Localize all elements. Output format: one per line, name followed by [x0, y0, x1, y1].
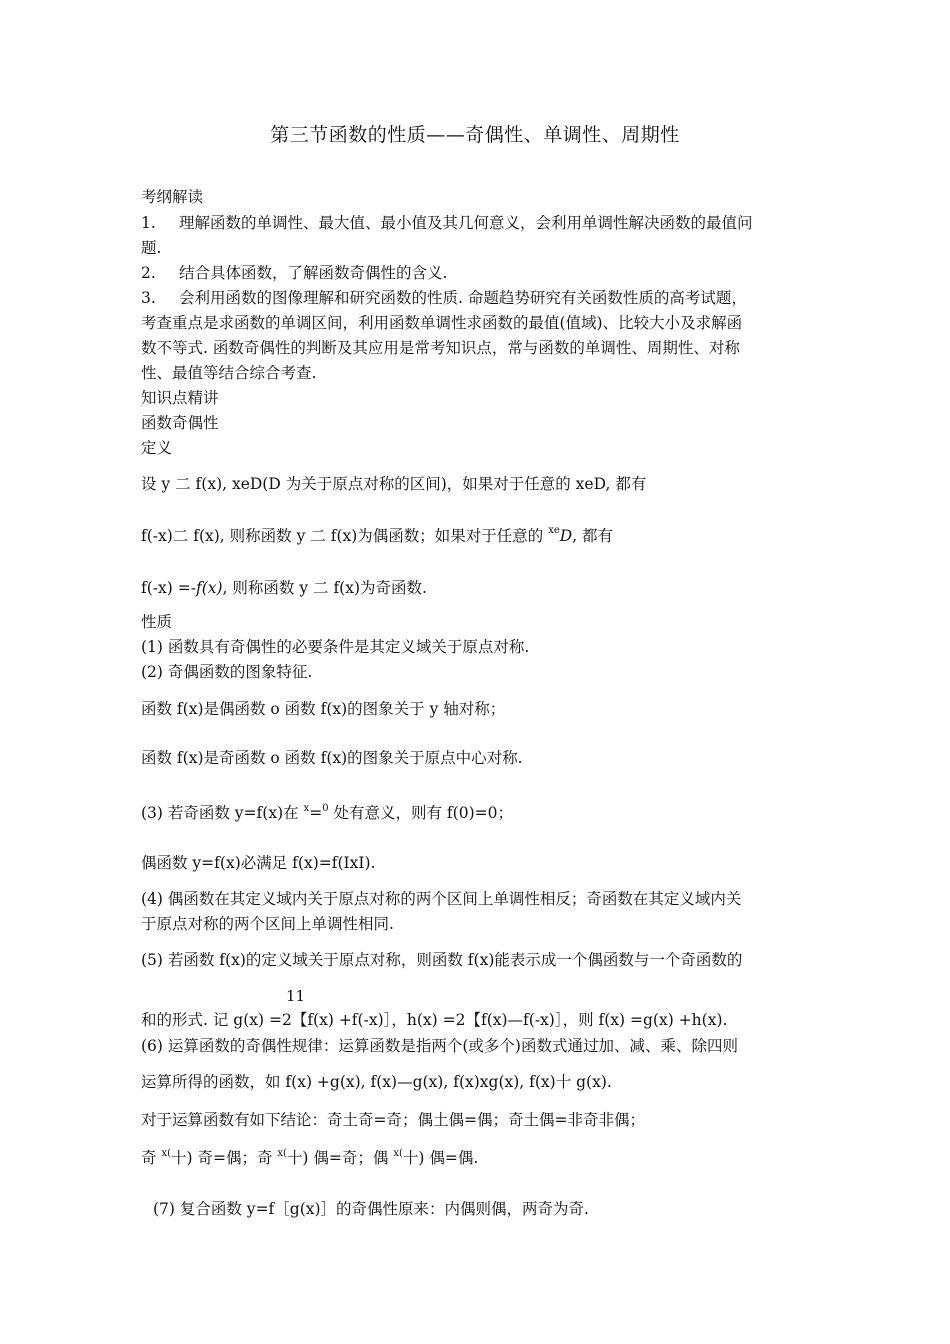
- fraction-numerators: 11: [286, 987, 306, 1005]
- page-title: 第三节函数的性质——奇偶性、单调性、周期性: [270, 124, 680, 146]
- definition-line-2: [141, 524, 811, 551]
- italic-symbol: D: [559, 527, 573, 545]
- property-6-line-1: (6) 运算函数的奇偶性规律：运算函数是指两个(或多个)函数式通过加、减、乘、除四则: [141, 1037, 738, 1055]
- outline-item-text: 会利用函数的图像理解和研究函数的性质. 命题趋势研究有关函数性质的高考试题，: [179, 289, 747, 307]
- definition-text: , 则称函数 y 二 f(x)为奇函数.: [222, 579, 427, 597]
- property-2-even: 函数 f(x)是偶函数 o 函数 f(x)的图象关于 y 轴对称；: [141, 700, 506, 718]
- definition-line-1: 设 y 二 f(x), xeD(D 为关于原点对称的区间)，如果对于任意的 xeD, 都有: [141, 475, 647, 493]
- outline-heading: 考纲解读: [141, 188, 204, 206]
- outline-item-number: 1.: [141, 214, 156, 232]
- superscript: x(: [393, 1148, 403, 1159]
- outline-item-2: [141, 261, 811, 285]
- property-4-line-1: (4) 偶函数在其定义域内关于原点对称的两个区间上单调性相反；奇函数在其定义域内关: [141, 890, 742, 908]
- property-1: (1) 函数具有奇偶性的必要条件是其定义域关于原点对称.: [141, 638, 530, 656]
- property-3: [141, 801, 811, 828]
- property-text: =: [309, 804, 323, 822]
- superscript: 0: [322, 803, 329, 814]
- outline-item-3-line-3: 数不等式. 函数奇偶性的判断及其应用是常考知识点，常与函数的单调性、周期性、对称: [141, 339, 740, 357]
- definition-text: , 都有: [572, 527, 614, 545]
- property-text: 十) 偶=偶.: [402, 1149, 479, 1167]
- property-2: (2) 奇偶函数的图象特征.: [141, 663, 313, 681]
- properties-heading: 性质: [141, 613, 173, 631]
- outline-item-3-line-4: 性、最值等结合综合考查.: [141, 364, 317, 382]
- outline-item-1-line-2: 题.: [141, 239, 162, 257]
- outline-item-number: 3.: [141, 289, 156, 307]
- property-text: 十) 奇=偶；奇: [170, 1149, 278, 1167]
- definition-text: f(-x) =-: [141, 579, 196, 597]
- definition-line-3: [141, 576, 811, 600]
- definition-text: f(-x)二 f(x), 则称函数 y 二 f(x)为偶函数；如果对于任意的: [141, 527, 549, 545]
- property-text: 处有意义，则有 f(0)=0；: [328, 804, 513, 822]
- definition-heading: 定义: [141, 439, 173, 457]
- italic-expression: f(x): [195, 579, 223, 597]
- property-6-line-2: 运算所得的函数，如 f(x) +g(x), f(x)—g(x), f(x)xg(x), f(x)十 g(x).: [141, 1073, 612, 1091]
- outline-item-3-line-1: [141, 286, 811, 310]
- knowledge-subheading: 函数奇偶性: [141, 414, 219, 432]
- superscript: xe: [548, 525, 560, 536]
- superscript: x(: [277, 1148, 287, 1159]
- property-5-line-1: (5) 若函数 f(x)的定义域关于原点对称，则函数 f(x)能表示成一个偶函数与一个奇函数的: [141, 951, 743, 969]
- property-2-odd: 函数 f(x)是奇函数 o 函数 f(x)的图象关于原点中心对称.: [141, 749, 523, 767]
- property-6-line-4: [141, 1146, 811, 1173]
- outline-item-3-line-2: 考查重点是求函数的单调区间，利用函数单调性求函数的最值(值域)、比较大小及求解函: [141, 314, 743, 332]
- property-6-line-3: 对于运算函数有如下结论：奇土奇=奇；偶土偶=偶；奇土偶=非奇非偶；: [141, 1111, 645, 1129]
- property-7: (7) 复合函数 y=f［g(x)］的奇偶性原来：内偶则偶，两奇为奇.: [153, 1200, 589, 1218]
- outline-item-number: 2.: [141, 264, 156, 282]
- outline-item-text: 结合具体函数，了解函数奇偶性的含义.: [179, 264, 448, 282]
- property-text: (3) 若奇函数 y=f(x)在: [141, 804, 304, 822]
- superscript: x: [303, 803, 310, 814]
- property-4-line-2: 于原点对称的两个区间上单调性相同.: [141, 915, 394, 933]
- outline-item-text: 理解函数的单调性、最大值、最小值及其几何意义，会利用单调性解决函数的最值问: [179, 214, 753, 232]
- knowledge-heading: 知识点精讲: [141, 389, 219, 407]
- property-text: 奇: [141, 1149, 162, 1167]
- property-5-line-2: 和的形式. 记 g(x) =2【f(x) +f(-x)］，h(x) =2【f(x)—f(-x)］，则 f(x) =g(x) +h(x).: [141, 1011, 728, 1029]
- property-3-even: 偶函数 y=f(x)必满足 f(x)=f(IxI).: [141, 854, 376, 872]
- outline-item-1-line-1: [141, 211, 811, 235]
- superscript: x(: [161, 1148, 171, 1159]
- property-text: 十) 偶=奇；偶: [286, 1149, 394, 1167]
